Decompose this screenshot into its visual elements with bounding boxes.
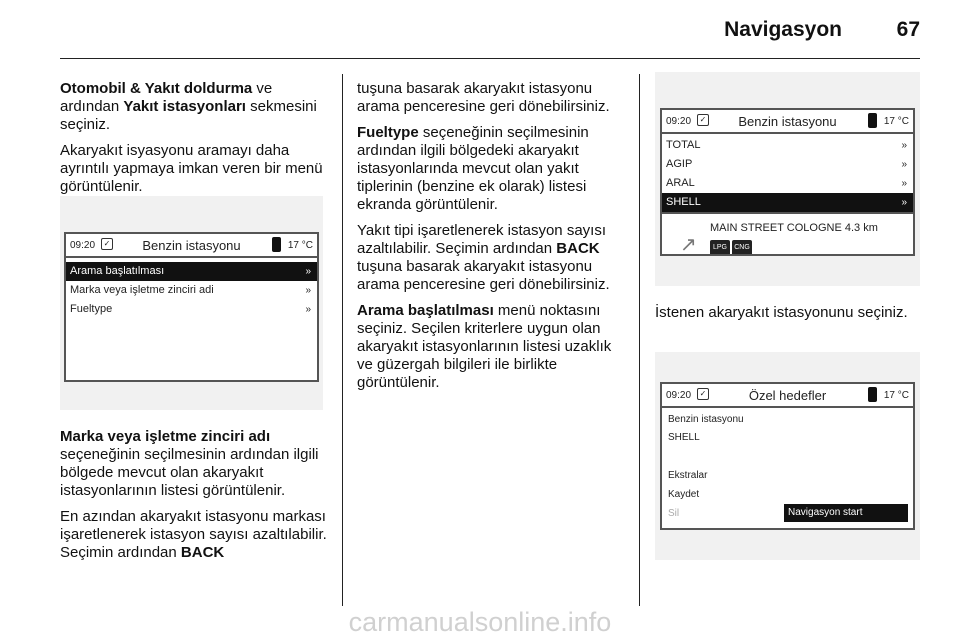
- page-header-title: Navigasyon: [724, 18, 842, 41]
- thermometer-icon: [272, 237, 281, 252]
- compass-icon: ✓: [697, 114, 709, 126]
- station-name: SHELL: [668, 432, 700, 443]
- clock-time: 09:20: [666, 116, 692, 127]
- page-number: 67: [896, 18, 920, 41]
- bold-term: Fueltype: [357, 124, 419, 141]
- screen-title: Özel hedefler: [748, 388, 827, 403]
- text: seçeneğinin seçilmesinin ardından ilgili bölgedeki akaryakıt istasyonlarında mevcut olan yakıt tiplerinin (benzine ek olarak) listesi ekranda görüntülenir.: [357, 124, 589, 213]
- save-item[interactable]: Kaydet: [668, 489, 700, 500]
- watermark: carmanualsonline.info: [348, 607, 612, 637]
- chevron-right-icon: »: [901, 140, 907, 151]
- thermometer-icon: [868, 113, 877, 128]
- temperature: 17 °C: [883, 116, 909, 127]
- clock-time: 09:20: [70, 240, 96, 251]
- list-label: ARAL: [666, 177, 695, 189]
- thermometer-icon: [868, 387, 877, 402]
- screen-title: Benzin istasyonu: [142, 238, 241, 253]
- column-3-text: [655, 304, 920, 330]
- menu-item[interactable]: [66, 281, 317, 300]
- lpg-badge: LPG: [710, 240, 730, 256]
- list-item[interactable]: [662, 136, 913, 155]
- paragraph: [357, 124, 627, 214]
- header-rule: [60, 58, 920, 59]
- column-divider: [639, 74, 640, 606]
- list-item[interactable]: [662, 155, 913, 174]
- list-label: AGIP: [666, 158, 693, 170]
- bold-term: Yakıt istasyonları: [123, 98, 246, 115]
- paragraph: [357, 222, 627, 294]
- bold-term: Otomobil & Yakıt doldurma: [60, 80, 253, 97]
- compass-icon: ✓: [101, 238, 113, 250]
- chevron-right-icon: »: [901, 197, 907, 208]
- text: tuşuna basarak akaryakıt istasyonu arama penceresine geri dönebilirsiniz.: [357, 258, 610, 293]
- navigation-start-button[interactable]: Navigasyon start: [784, 504, 908, 522]
- column-1-bottom: [60, 428, 330, 570]
- paragraph: Akaryakıt isyasyonu aramayı daha ayrıntılı yapmaya imkan veren bir menü görüntülenir.: [60, 142, 323, 195]
- display-screen: [660, 382, 915, 530]
- text: Yakıt tipi işaretlenerek istasyon sayısı azaltılabilir. Seçimin ardından: [357, 222, 606, 257]
- bold-term: Marka veya işletme zinciri adı: [60, 428, 271, 445]
- text: sekmesini seçiniz.: [60, 98, 317, 133]
- paragraph: [60, 508, 330, 562]
- screen-header: [662, 110, 913, 134]
- menu-item[interactable]: [66, 262, 317, 281]
- menu-label: Marka veya işletme zinciri adi: [70, 284, 214, 296]
- menu-label: Arama başlatılması: [70, 265, 165, 277]
- paragraph: İstenen akaryakıt istasyonunu seçiniz.: [655, 304, 908, 321]
- chevron-right-icon: »: [305, 285, 311, 296]
- chevron-right-icon: »: [901, 178, 907, 189]
- screen-header: [662, 384, 913, 408]
- temperature: 17 °C: [287, 240, 313, 251]
- screenshot-panel-1: [60, 196, 323, 410]
- category-label: Benzin istasyonu: [668, 414, 744, 425]
- text: En azından akaryakıt istasyonu markası işaretlenerek istasyon sayısı azaltılabilir. Seçimin ardından: [60, 508, 327, 561]
- bold-term: Arama başlatılması: [357, 302, 494, 319]
- divider: [662, 212, 913, 214]
- station-address: MAIN STREET COLOGNE 4.3 km: [710, 222, 878, 234]
- text: seçeneğinin seçilmesinin ardından ilgili bölgede mevcut olan akaryakıt istasyonlarının listesi görüntülenir.: [60, 446, 319, 499]
- screenshot-panel-2: [655, 72, 920, 286]
- chevron-right-icon: »: [305, 304, 311, 315]
- display-screen: [660, 108, 915, 256]
- cng-badge: CNG: [732, 240, 752, 256]
- temperature: 17 °C: [883, 390, 909, 401]
- paragraph: [357, 302, 627, 392]
- bold-term: BACK: [180, 544, 225, 561]
- column-1-top: [60, 80, 330, 204]
- screenshot-panel-3: [655, 352, 920, 560]
- text: ve ardından: [60, 80, 273, 115]
- column-divider: [342, 74, 343, 606]
- display-screen: [64, 232, 319, 382]
- list-label: TOTAL: [666, 139, 701, 151]
- paragraph: [60, 428, 330, 500]
- screen-header: [66, 234, 317, 258]
- list-item[interactable]: [662, 193, 913, 212]
- delete-item[interactable]: Sil: [668, 508, 680, 519]
- screen-title: Benzin istasyonu: [738, 114, 837, 129]
- list-label: SHELL: [666, 196, 701, 208]
- compass-icon: ✓: [697, 388, 709, 400]
- extras-item[interactable]: Ekstralar: [668, 470, 708, 481]
- direction-arrow-icon: ↗: [680, 234, 697, 256]
- clock-time: 09:20: [666, 390, 692, 401]
- text: menü noktasını seçiniz. Seçilen kriterlere uygun olan akaryakıt istasyonlarının listesi uzaklık ve güzergah bilgileri ile birlikte görüntülenir.: [357, 302, 612, 391]
- menu-item[interactable]: [66, 300, 317, 319]
- chevron-right-icon: »: [901, 159, 907, 170]
- paragraph: [60, 80, 330, 134]
- menu-label: Fueltype: [70, 303, 113, 315]
- paragraph: tuşuna basarak akaryakıt istasyonu arama penceresine geri dönebilirsiniz.: [357, 80, 610, 115]
- list-item[interactable]: [662, 174, 913, 193]
- column-2: [357, 80, 627, 400]
- bold-term: BACK: [556, 240, 600, 257]
- chevron-right-icon: »: [305, 266, 311, 277]
